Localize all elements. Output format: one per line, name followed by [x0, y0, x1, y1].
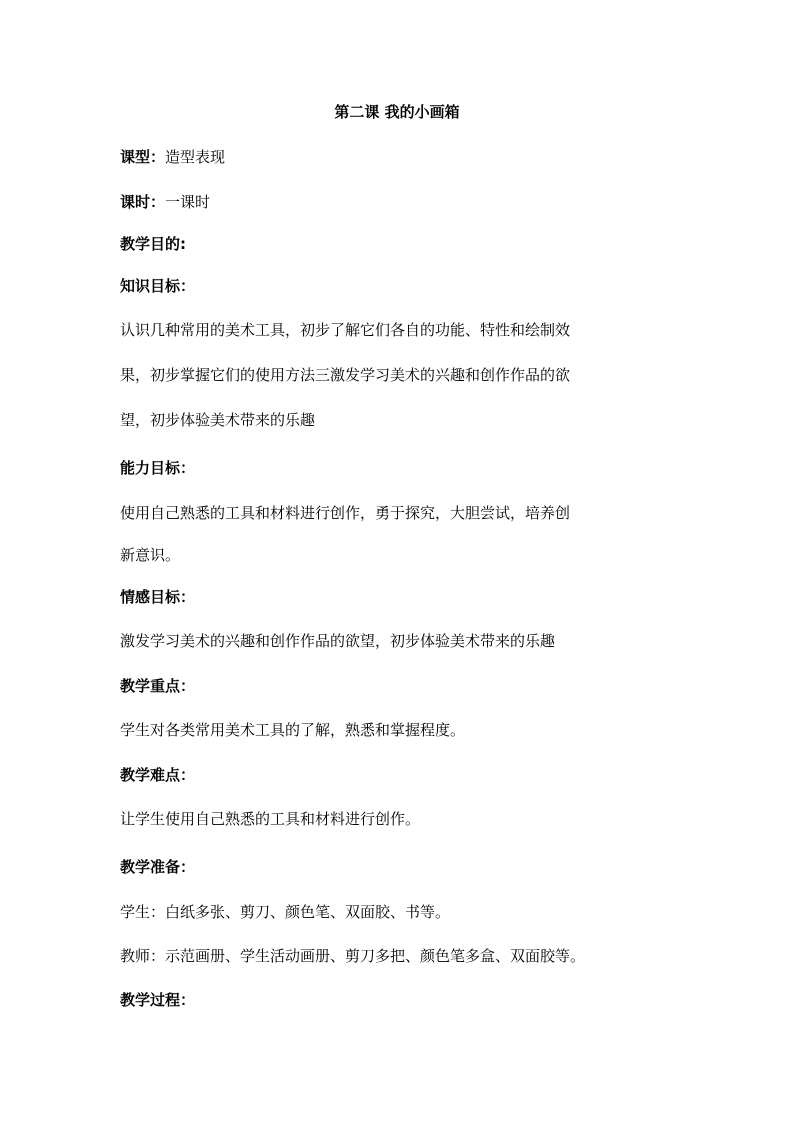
difficulty-line-1: 让学生使用自己熟悉的工具和材料进行创作。 — [120, 810, 421, 828]
preparation-line-1: 学生：白纸多张、剪刀、颜色笔、双面胶、书等。 — [120, 903, 451, 921]
course-type-value: 造型表现 — [165, 148, 226, 166]
ability-goal-line-1: 使用自己熟悉的工具和材料进行创作，勇于探究，大胆尝试，培养创 — [120, 504, 571, 522]
knowledge-goal-heading: 知识目标： — [120, 277, 196, 295]
knowledge-goal-line-1: 认识几种常用的美术工具，初步了解它们各自的功能、特性和绘制效 — [120, 321, 571, 339]
ability-goal-line-2: 新意识。 — [120, 546, 181, 564]
class-hours-label: 课时： — [120, 193, 166, 211]
emotion-goal-heading: 情感目标： — [120, 588, 196, 606]
difficulty-heading: 教学难点： — [120, 766, 196, 784]
key-point-heading: 教学重点： — [120, 677, 196, 695]
class-hours-value: 一课时 — [165, 193, 211, 211]
preparation-line-2: 教师：示范画册、学生活动画册、剪刀多把、颜色笔多盒、双面胶等。 — [120, 947, 586, 965]
process-heading: 教学过程： — [120, 991, 196, 1009]
course-type-label: 课型： — [120, 148, 166, 166]
knowledge-goal-line-3: 望，初步体验美术带来的乐趣 — [120, 411, 316, 429]
teaching-goal-heading: 教学目的: — [120, 235, 186, 253]
key-point-line-1: 学生对各类常用美术工具的了解，熟悉和掌握程度。 — [120, 721, 466, 739]
preparation-heading: 教学准备： — [120, 858, 196, 876]
emotion-goal-line-1: 激发学习美术的兴趣和创作作品的欲望，初步体验美术带来的乐趣 — [120, 632, 556, 650]
ability-goal-heading: 能力目标： — [120, 459, 196, 477]
knowledge-goal-line-2: 果，初步掌握它们的使用方法三激发学习美术的兴趣和创作作品的欲 — [120, 366, 571, 384]
class-hours-line — [120, 192, 210, 212]
lesson-title: 第二课 我的小画箱 — [334, 103, 460, 121]
course-type-line — [120, 147, 225, 167]
